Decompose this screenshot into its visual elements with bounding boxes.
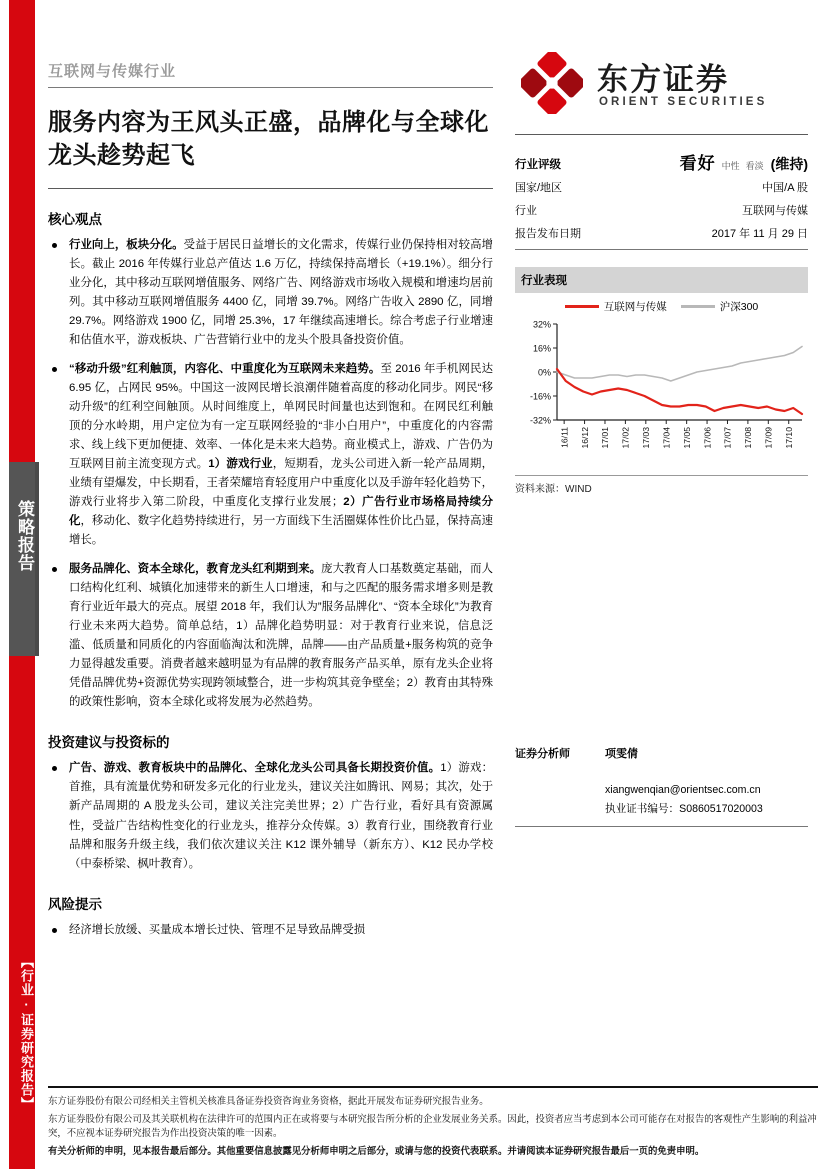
footer-line-1: 东方证券股份有限公司经相关主管机关核准具备证券投资咨询业务资格，据此开展发布证券研究报告业务。 [48,1095,489,1106]
footer-disclaimer [48,1086,818,1161]
bullet-tail-bold-2: 2）广告行业市场格局持续分化 [69,496,493,528]
industry-performance-chart [515,316,808,466]
svg-text:0%: 0% [537,367,551,378]
section-heading-risk: 风险提示 [48,896,102,912]
core-view-list [48,236,493,712]
table-row [515,221,808,244]
company-logo [515,44,808,130]
svg-text:17/02: 17/02 [620,427,631,449]
bullet-lead: 广告、游戏、教育板块中的品牌化、全球化龙头公司具备长期投资价值。 [69,762,441,775]
svg-text:-32%: -32% [529,415,551,426]
rating-maintain: (维持) [770,155,808,172]
publish-date-label: 报告发布日期 [515,227,581,240]
footer-divider [48,1086,818,1088]
right-column [515,0,808,827]
analyst-label: 证券分析师 [515,748,570,760]
list-item [48,236,493,351]
list-item [48,759,493,874]
logo-text-english: ORIENT SECURITIES [599,96,768,108]
publish-date-value: 2017 年 11 月 29 日 [711,227,808,240]
analyst-block [515,745,808,819]
section-heading-core-view: 核心观点 [48,212,102,227]
legend-item-1 [681,299,759,314]
svg-text:-16%: -16% [529,391,551,402]
section-heading-advice: 投资建议与投资标的 [48,735,170,751]
table-row [515,151,808,175]
chart-plot [515,316,808,471]
country-value: 中国/A 股 [762,181,808,194]
bullet-text: 1）游戏：首推，具有流量优势和研发多元化的行业龙头，建议关注如腾讯、网易；其次，处于新产品周期的 A 股龙头公司，建议关注完美世界；2）广告行业，看好具有资源属性，受益广告结构性变化的行业龙头，推荐分众传媒。3）教育行业，围绕教育行业品牌和服务升级主线，我们依次建议关注 K12 课外辅导（新东方）、K12 民办学校（中泰桥梁、枫叶教育）。 [69,762,493,870]
bullet-text: 经济增长放缓、买量成本增长过快、管理不足导致品牌受损 [69,923,366,936]
svg-text:17/06: 17/06 [702,427,713,449]
logo-text-chinese: 东方证券 [597,62,729,97]
country-label: 国家/地区 [515,181,563,194]
chart-legend [515,293,808,314]
advice-list [48,759,493,874]
footer-line-2: 东方证券股份有限公司及其关联机构在法律许可的范围内正在或将要与本研究报告所分析的企业发展业务关系。因此，投资者应当考虑到本公司可能存在对报告的客观性产生影响的利益冲突，不应视本证券研究报告为作出投资决策的唯一因素。 [48,1112,817,1138]
legend-swatch-icon [565,305,599,308]
table-row [515,198,808,221]
analyst-email[interactable]: xiangwenqian@orientsec.com.cn [605,784,761,796]
bullet-tail-bold-1: 1）游戏行业 [208,458,273,471]
left-column [48,0,493,949]
bullet-tail-1: ，短期看，龙头公司进入新一轮产品周期，业绩有望爆发，中长期看，王者荣耀培育轻度用户中重度化以及手游年轻化趋势下，游戏行业将步入第二阶段，中重度化支撑行业发展； [69,458,493,509]
chart-source: 资料来源：WIND [515,475,808,495]
rating-table [515,151,808,244]
table-row [515,175,808,198]
chart-panel-heading: 行业表现 [515,267,808,293]
rating-value-cell [614,151,808,175]
svg-text:32%: 32% [532,319,551,330]
legend-swatch-icon [681,305,715,308]
orient-securities-logo-icon [521,52,583,114]
svg-text:17/05: 17/05 [681,427,692,449]
analyst-license: 执业证书编号：S0860517020003 [605,803,763,815]
list-item [48,560,493,713]
bullet-tail-2: ，移动化、数字化趋势持续进行，另一方面线下生活圈媒体性价比凸显，保持高速增长。 [69,515,493,547]
rating-status-badge: 看好 [679,153,716,173]
sidebar-strategy-label: 策略报告 [15,500,34,572]
industry-label: 行业 [515,204,537,217]
list-item [48,360,493,551]
risk-list [48,921,493,940]
svg-text:16/12: 16/12 [579,427,590,449]
bullet-lead: “移动升级”红利触顶，内容化、中重度化为互联网未来趋势。 [69,362,381,375]
svg-text:17/01: 17/01 [600,427,611,449]
svg-text:17/04: 17/04 [661,427,672,449]
svg-text:17/03: 17/03 [641,427,652,449]
legend-item-0 [565,299,667,314]
rating-alt-bearish: 看淡 [745,160,764,171]
industry-kicker: 互联网与传媒行业 [48,63,177,80]
bullet-lead: 行业向上，板块分化。 [69,239,184,251]
title-divider [48,188,493,189]
svg-text:17/08: 17/08 [743,427,754,449]
footer-line-3: 有关分析师的申明，见本报告最后部分。其他重要信息披露见分析师申明之后部分，或请与您的投资代表联系。并请阅读本证券研究报告最后一页的免责申明。 [48,1144,705,1156]
legend-label: 沪深300 [719,301,759,313]
legend-label: 互联网与传媒 [603,301,667,313]
bullet-text: 受益于居民日益增长的文化需求，传媒行业仍保持相对较高增长。截止 2016 年传媒行业总产值达 1.6 万亿，持续保持高增长（+19.1%）。细分行业分化，其中移动互联网增值服务、网络广告、网络游戏市场收入规模和增速均居前列。其中移动互联网增值服务 4400 亿，同增 39.7%。网络广告收入 2890 亿，同增 29.7%。网络游戏 1900 亿，同增 25.3%，17 年继续高速增长。综合考虑子行业增速和估值水平，游戏板块、广告营销行业中的龙头个股具备投资价值。 [69,239,493,347]
sidebar-gray-accent [35,462,39,656]
svg-text:17/10: 17/10 [783,427,794,449]
analyst-row [515,745,808,761]
svg-text:17/09: 17/09 [763,427,774,449]
page-title: 服务内容为王风头正盛，品牌化与全球化龙头趁势起飞 [48,109,489,169]
page-content [48,0,827,1169]
rating-alt-neutral: 中性 [721,160,740,171]
svg-text:16/11: 16/11 [559,427,570,448]
kicker-divider [48,87,493,88]
analyst-name: 项雯倩 [605,748,638,760]
rating-label: 行业评级 [515,158,561,171]
rating-divider [515,249,808,250]
industry-value: 互联网与传媒 [742,204,808,217]
sidebar-industry-label: 【行业·证券研究报告】 [19,955,34,1111]
bullet-text: 至 2016 年手机网民达 6.95 亿，占网民 95%。中国这一波网民增长浪潮伴随着高度的移动化同步。网民“移动升级”的红利空间触顶。从时间维度上，单网民时间量也达到饱和。在网民红利触顶的分水岭期，用户定位为有一定互联网经验的“非小白用户”，中重度化的内容需求、线上线下更加便捷、效率、一体化是未来大趋势。商业模式上，游戏、广告仍为互联网目前主流变现方式。 [69,362,493,471]
svg-text:17/07: 17/07 [722,427,733,449]
bullet-text: 庞大教育人口基数奠定基础，而人口结构化红利、城镇化加速带来的新生人口增速，和与之匹配的服务需求增多则是教育行业近年最大的亮点。展望 2018 年，我们认为”服务品牌化”、“资本全球化”为教育行业未来两大趋势。简单总结，1）品牌化趋势明显：对于教育行业来说，信息泛滥、低质量和同质化的内容面临淘汰和洗牌，品牌——由产品质量+服务构筑的竞争力显得越发重要。消费者越来越明显为有品牌的教育服务产品买单，原有龙头企业将凭借品牌优势+资源优势实现跨领域整合，进一步构筑其竞争壁垒；2）教育由其特殊的政策性影响，资本全球化或将发展为必然趋势。 [69,562,493,709]
logo-divider [515,134,808,135]
svg-text:16%: 16% [532,343,551,354]
list-item [48,921,493,940]
bullet-lead: 服务品牌化、资本全球化，教育龙头红利期到来。 [69,562,322,575]
analyst-divider [515,826,808,827]
